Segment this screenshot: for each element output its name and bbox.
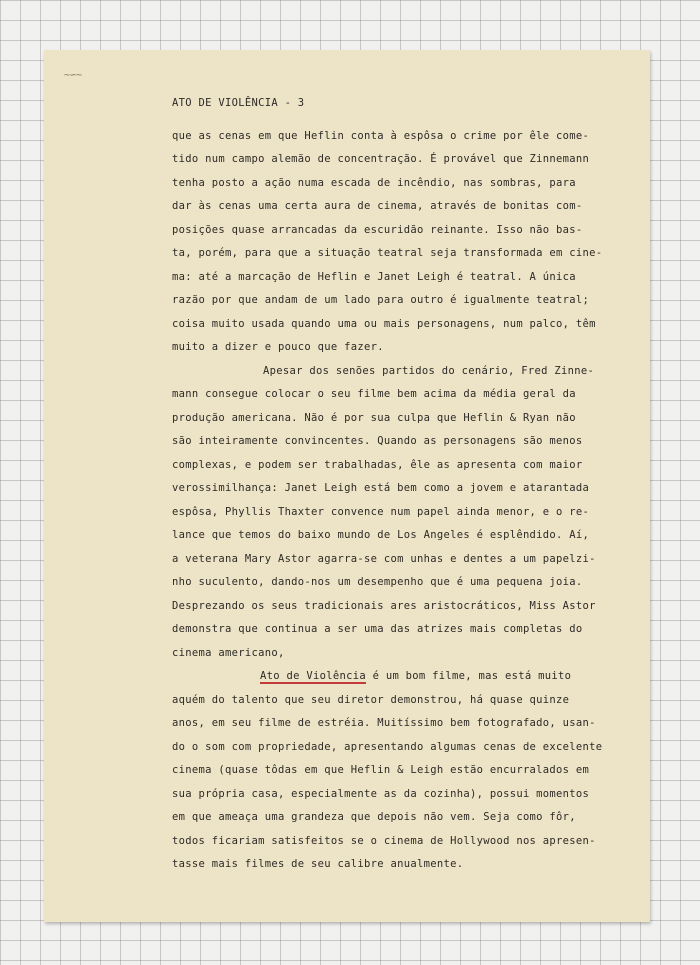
document-body	[172, 92, 650, 877]
paragraph-3	[172, 665, 650, 877]
text-line: demonstra que continua a ser uma das atrizes mais completas do	[172, 623, 583, 635]
text-line: verossimilhança: Janet Leigh está bem como a jovem e atarantada	[172, 482, 590, 494]
text-line: coisa muito usada quando uma ou mais personagens, num palco, têm	[172, 317, 596, 330]
text-line: tido num campo alemão de concentração. É provável que Zinnemann	[172, 153, 590, 165]
text-line: do o som com propriedade, apresentando algumas cenas de excelente	[172, 740, 603, 753]
film-title-underlined: Ato de Violência	[260, 670, 366, 682]
paragraph-2	[172, 360, 650, 666]
text-line: Desprezando os seus tradicionais ares aristocráticos, Miss Astor	[172, 599, 596, 612]
text-line: cinema (quase tôdas em que Heflin & Leigh estão encurralados em	[172, 764, 590, 776]
paragraph-1	[172, 125, 650, 360]
text-line	[172, 665, 650, 689]
text-line: em que ameaça uma grandeza que depois não vem. Seja como fôr,	[172, 811, 576, 823]
text-line: produção americana. Não é por sua culpa que Heflin & Ryan não	[172, 411, 576, 424]
text-line: todos ficariam satisfeitos se o cinema de Hollywood nos apresen-	[172, 834, 596, 847]
text-line: posições quase arrancadas da escuridão reinante. Isso não bas-	[172, 223, 583, 236]
text-line: ta, porém, para que a situação teatral seja transformada em cine-	[172, 247, 603, 259]
text-line: lance que temos do baixo mundo de Los Angeles é esplêndido. Aí,	[172, 529, 590, 541]
text-line: Apesar dos senões partidos do cenário, Fred Zinne-	[263, 364, 595, 377]
text-line: sua própria casa, especialmente as da cozinha), possui momentos	[172, 787, 590, 800]
page-header: ATO DE VIOLÊNCIA - 3	[172, 97, 305, 109]
text-line: complexas, e podem ser trabalhadas, êle as apresenta com maior	[172, 458, 583, 471]
text-line: tasse mais filmes de seu calibre anualmente.	[172, 858, 464, 870]
text-line: cinema americano,	[172, 646, 285, 659]
text-line: espôsa, Phyllis Thaxter convence num papel ainda menor, e o re-	[172, 505, 590, 518]
text-line-rest: é um bom filme, mas está muito	[365, 670, 572, 682]
text-line: dar às cenas uma certa aura de cinema, através de bonitas com-	[172, 200, 583, 212]
text-line: anos, em seu filme de estréia. Muitíssimo bem fotografado, usan-	[172, 717, 596, 729]
text-line: tenha posto a ação numa escada de incêndio, nas sombras, para	[172, 176, 576, 189]
text-line: que as cenas em que Heflin conta à espôsa o crime por êle come-	[172, 129, 590, 142]
text-line: ma: até a marcação de Heflin e Janet Leigh é teatral. A única	[172, 270, 576, 283]
text-line: mann consegue colocar o seu filme bem acima da média geral da	[172, 388, 576, 400]
pencil-mark: ~∽~	[64, 70, 83, 81]
text-line: aquém do talento que seu diretor demonstrou, há quase quinze	[172, 693, 570, 706]
text-line: muito a dizer e pouco que fazer.	[172, 341, 384, 353]
text-line: a veterana Mary Astor agarra-se com unhas e dentes a um papelzi-	[172, 552, 596, 565]
text-line: nho suculento, dando-nos um desempenho que é uma pequena joia.	[172, 576, 583, 588]
text-line: são inteiramente convincentes. Quando as personagens são menos	[172, 435, 583, 447]
text-line: razão por que andam de um lado para outro é igualmente teatral;	[172, 294, 590, 306]
